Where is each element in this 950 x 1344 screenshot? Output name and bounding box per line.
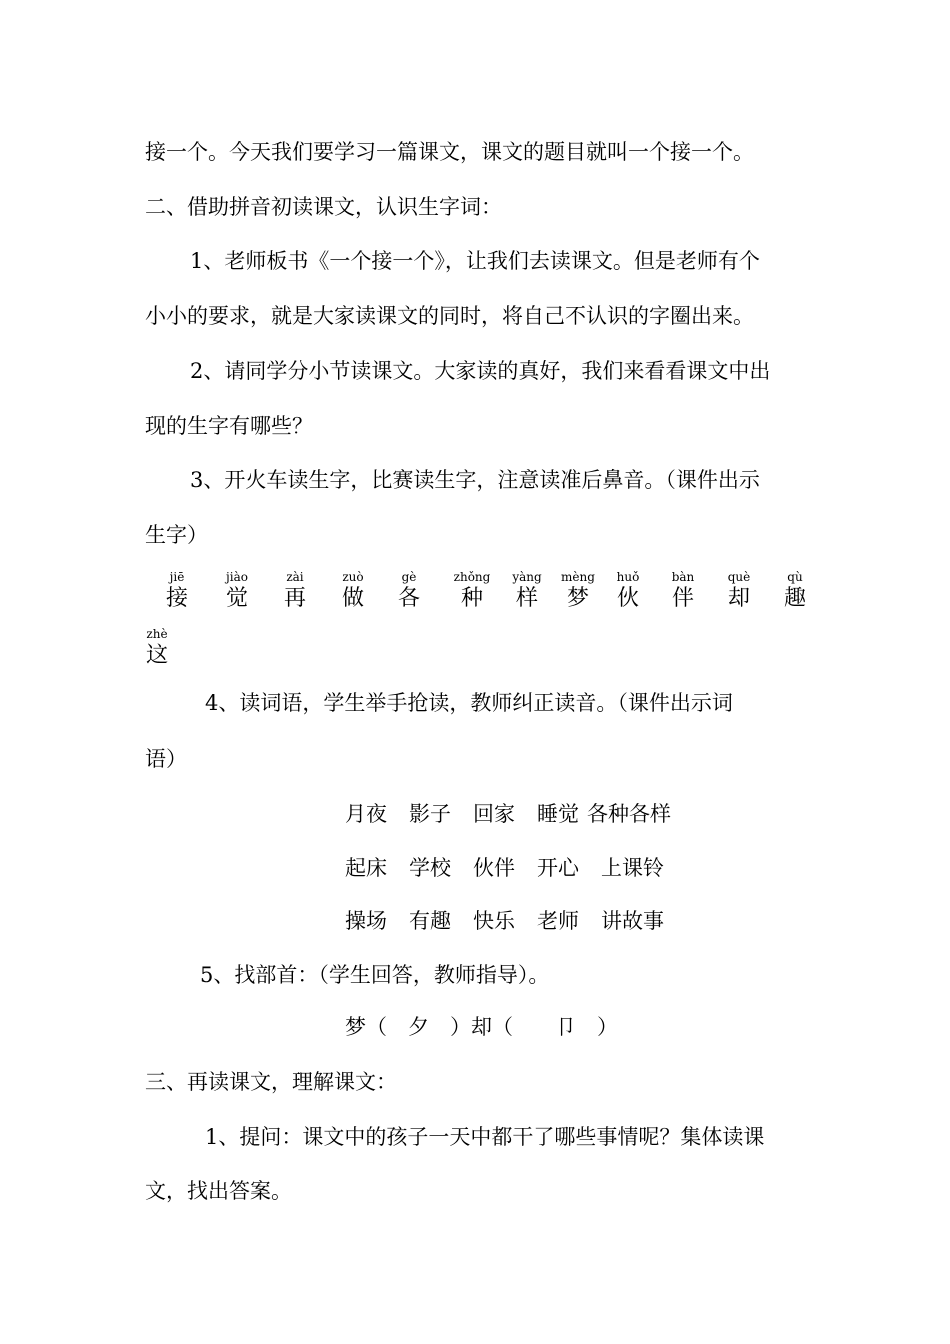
pinyin-character: zuò 做 — [341, 570, 364, 611]
pinyin-character: jiào 觉 — [225, 570, 248, 611]
radical-answers: 梦（ 夕 ）却（ 卩 ） — [345, 1015, 618, 1039]
paragraph-line: 4、读词语，学生举手抢读，教师纠正读音。（课件出示词 — [205, 691, 733, 715]
paragraph-line: 3、开火车读生字，比赛读生字，注意读准后鼻音。（课件出示 — [190, 468, 760, 492]
word: 老师 — [537, 909, 579, 933]
paragraph-line: 1、提问：课文中的孩子一天中都干了哪些事情呢？集体读课 — [205, 1125, 765, 1149]
word: 快乐 — [473, 909, 515, 933]
section-heading: 三、再读课文，理解课文： — [145, 1070, 397, 1094]
pinyin-character: què 却 — [727, 570, 751, 611]
word: 伙伴 — [473, 856, 515, 880]
pinyin-character: bàn 伴 — [671, 570, 695, 611]
pinyin-character: qù 趣 — [783, 570, 806, 611]
word: 各种各样 — [587, 802, 671, 826]
word: 上课铃 — [601, 856, 664, 880]
pinyin-character: huǒ 伙 — [616, 570, 640, 611]
pinyin-character: yàng 样 — [512, 570, 542, 611]
paragraph-line: 接一个。今天我们要学习一篇课文，课文的题目就叫一个接一个。 — [145, 140, 754, 164]
paragraph-line: 2、请同学分小节读课文。大家读的真好，我们来看看课文中出 — [190, 359, 771, 383]
word: 睡觉 — [537, 802, 579, 826]
paragraph-line: 5、找部首：（学生回答，教师指导）。 — [200, 963, 550, 987]
pinyin-character: gè 各 — [397, 570, 420, 611]
word-row-2 — [345, 854, 686, 882]
pinyin-character: zhǒng 种 — [453, 570, 491, 611]
pinyin-character: zhè 这 — [145, 627, 168, 668]
word-row-1 — [345, 800, 693, 828]
paragraph-line: 现的生字有哪些？ — [145, 414, 313, 438]
paragraph-line: 小小的要求，就是大家读课文的同时，将自己不认识的字圈出来。 — [145, 304, 754, 328]
pinyin-character: mèng 梦 — [561, 570, 595, 611]
pinyin-row-1 — [145, 570, 825, 620]
pinyin-character: jiē 接 — [165, 570, 188, 611]
pinyin-character: zài 再 — [283, 570, 306, 611]
paragraph-line: 语） — [145, 747, 187, 771]
word: 开心 — [537, 856, 579, 880]
word: 回家 — [473, 802, 515, 826]
word: 讲故事 — [601, 909, 664, 933]
word: 学校 — [409, 856, 451, 880]
paragraph-line: 1、老师板书《一个接一个》，让我们去读课文。但是老师有个 — [190, 249, 760, 273]
word: 操场 — [345, 909, 387, 933]
word: 起床 — [345, 856, 387, 880]
paragraph-line: 生字） — [145, 523, 208, 547]
section-heading: 二、借助拼音初读课文，认识生字词： — [145, 195, 502, 219]
word-row-3 — [345, 907, 686, 935]
pinyin-row-2 — [145, 627, 825, 677]
word: 月夜 — [345, 802, 387, 826]
word: 有趣 — [409, 909, 451, 933]
word: 影子 — [409, 802, 451, 826]
paragraph-line: 文，找出答案。 — [145, 1179, 292, 1203]
